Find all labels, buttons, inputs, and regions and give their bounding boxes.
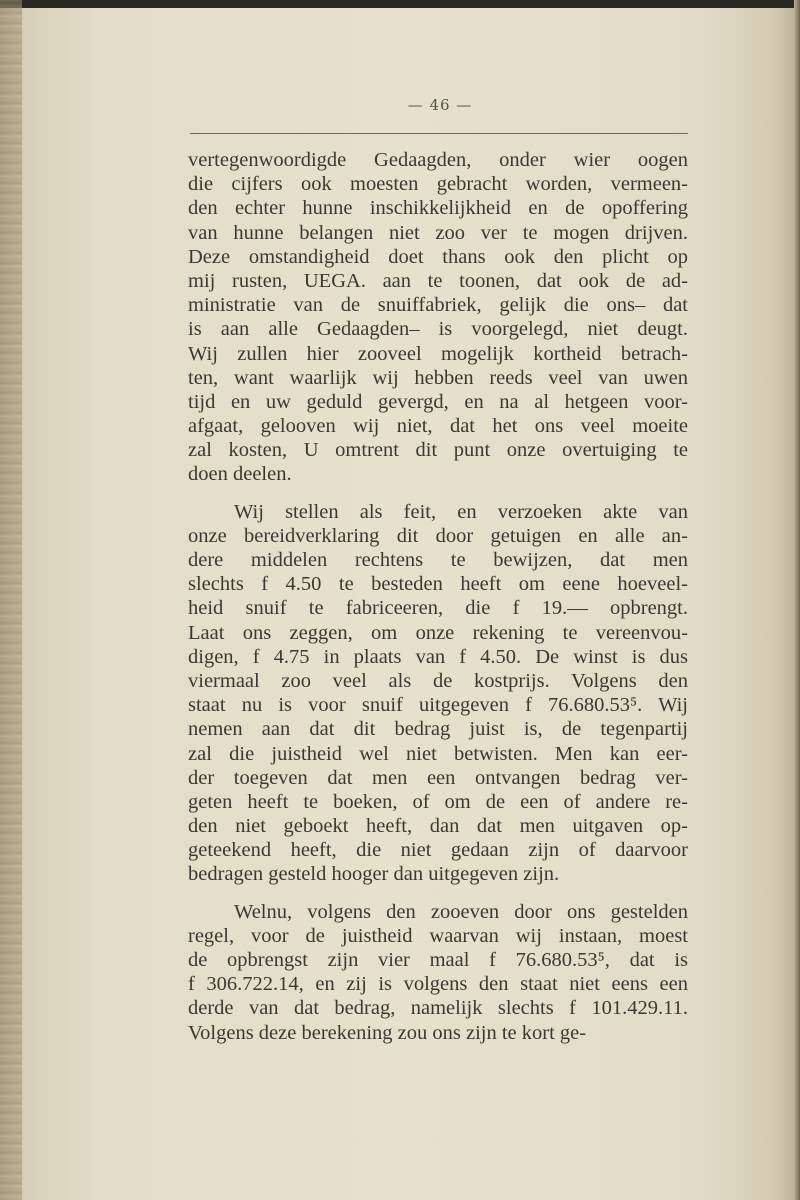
text-line: geten heeft te boeken, of om de een of andere re-: [188, 790, 688, 813]
page-binding-edge: [0, 0, 22, 1200]
text-line: vertegenwoordigde Gedaagden, onder wier oogen: [188, 149, 688, 171]
text-line: de opbrengst zijn vier maal f 76.680.53⁵, dat is: [188, 949, 688, 971]
text-line: zal die juistheid wel niet betwisten. Men kan eer-: [188, 742, 688, 765]
text-line: mij rusten, UEGA. aan te toonen, dat ook de ad-: [188, 269, 688, 292]
text-line: den echter hunne inschikkelijkheid en de opoffering: [188, 197, 688, 220]
text-line: dere middelen rechtens te bewijzen, dat men: [188, 549, 688, 571]
text-line: bedragen gesteld hooger dan uitgegeven zijn.: [188, 863, 560, 886]
paragraph: [188, 900, 688, 1045]
text-line: regel, voor de juistheid waarvan wij instaan, moest: [188, 924, 688, 947]
text-line: ministratie van de snuiffabriek, gelijk die ons– dat: [188, 294, 688, 317]
text-line: Wij zullen hier zooveel mogelijk kortheid betrach-: [188, 342, 688, 365]
body-text: [188, 148, 688, 1045]
text-line: nemen aan dat dit bedrag juist is, de tegenpartij: [188, 718, 688, 741]
text-line: derde van dat bedrag, namelijk slechts f 101.429.11.: [188, 997, 688, 1020]
text-line: viermaal zoo veel als de kostprijs. Volgens den: [188, 669, 688, 692]
paragraph-gap: [188, 487, 688, 500]
page-right-edge: [794, 0, 800, 1200]
text-line: Laat ons zeggen, om onze rekening te vereenvou-: [188, 621, 688, 644]
text-line: staat nu is voor snuif uitgegeven f 76.680.53⁵. Wij: [188, 694, 688, 717]
text-line: zal kosten, U omtrent dit punt onze overtuiging te: [188, 439, 688, 462]
text-line: digen, f 4.75 in plaats van f 4.50. De winst is dus: [188, 645, 688, 668]
text-line: afgaat, gelooven wij niet, dat het ons veel moeite: [188, 415, 688, 438]
text-line: Wij stellen als feit, en verzoeken akte van: [234, 500, 688, 523]
text-line: doen deelen.: [188, 463, 292, 486]
text-line: Welnu, volgens den zooeven door ons gestelden: [234, 900, 688, 923]
paragraph-gap: [188, 887, 688, 900]
text-line: tijd en uw geduld gevergd, en na al hetgeen voor-: [188, 390, 688, 413]
scan-top-edge: [0, 0, 800, 8]
text-line: der toegeven dat men een ontvangen bedrag ver-: [188, 766, 688, 789]
text-line: Deze omstandigheid doet thans ook den plicht op: [188, 245, 688, 268]
text-line: den niet geboekt heeft, dan dat men uitgaven op-: [188, 815, 688, 838]
text-line: is aan alle Gedaagden– is voorgelegd, niet deugt.: [188, 318, 688, 341]
text-line: die cijfers ook moesten gebracht worden, vermeen-: [188, 173, 688, 196]
text-line: slechts f 4.50 te besteden heeft om eene hoeveel-: [188, 573, 688, 596]
text-line: onze bereidverklaring dit door getuigen en alle an-: [188, 524, 688, 547]
header-rule: [190, 133, 688, 134]
text-line: Volgens deze berekening zou ons zijn te kort ge-: [188, 1021, 587, 1044]
text-line: geteekend heeft, die niet gedaan zijn of daarvoor: [188, 839, 688, 862]
text-line: heid snuif te fabriceeren, die f 19.— opbrengt.: [188, 597, 688, 620]
page-number: — 46 —: [407, 96, 473, 114]
text-line: van hunne belangen niet zoo ver te mogen drijven.: [188, 221, 688, 244]
text-line: ten, want waarlijk wij hebben reeds veel van uwen: [188, 366, 688, 389]
paragraph: [188, 148, 688, 487]
paragraph: [188, 500, 688, 887]
text-line: f 306.722.14, en zij is volgens den staat niet eens een: [188, 973, 688, 996]
